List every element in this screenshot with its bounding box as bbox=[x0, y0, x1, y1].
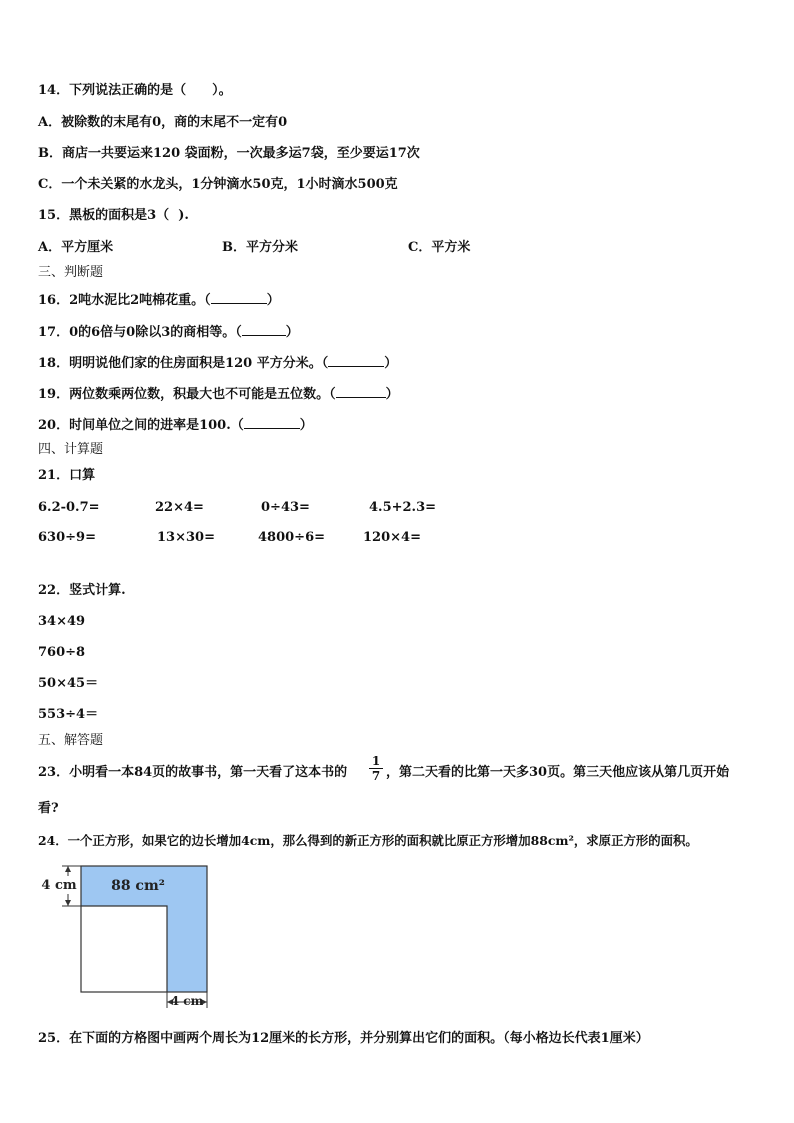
q21-item: 6.2-0.7= bbox=[38, 500, 100, 515]
q23-part2: ，第二天看的比第一天多30页。第三天他应该从第几页开始 bbox=[386, 765, 730, 780]
q14-option-a: A．被除数的末尾有0，商的末尾不一定有0 bbox=[38, 115, 288, 130]
q18-answer-blank[interactable] bbox=[328, 354, 384, 367]
q22-item: 34×49 bbox=[38, 614, 86, 629]
q19 bbox=[38, 385, 399, 403]
q18 bbox=[38, 354, 397, 372]
q17 bbox=[38, 323, 299, 341]
q19-answer-blank[interactable] bbox=[336, 385, 386, 398]
section-calculation-heading: 四、计算题 bbox=[38, 442, 104, 457]
q21-item: 630÷9= bbox=[38, 530, 96, 545]
q23-part1: 23．小明看一本84页的故事书，第一天看了这本书的 bbox=[38, 765, 348, 780]
close-paren: ） bbox=[285, 325, 299, 340]
q16-text: 16．2吨水泥比2吨棉花重。（ bbox=[38, 293, 211, 308]
q22-item: 760÷8 bbox=[38, 645, 86, 660]
original-square-outline bbox=[81, 906, 167, 992]
q14-stem: 14．下列说法正确的是（ ）。 bbox=[38, 83, 232, 98]
area-label: 88 cm² bbox=[111, 878, 165, 894]
q15-stem: 15．黑板的面积是3（ ). bbox=[38, 208, 189, 223]
q21-item: 4.5+2.3= bbox=[369, 500, 437, 515]
close-paren: ） bbox=[384, 356, 398, 371]
square-figure bbox=[38, 862, 218, 1012]
q15-option-b: B．平方分米 bbox=[222, 240, 298, 255]
q22-stem: 22．竖式计算. bbox=[38, 583, 126, 598]
q20-answer-blank[interactable] bbox=[244, 416, 300, 429]
close-paren: ） bbox=[385, 387, 399, 402]
arrow-head bbox=[65, 900, 71, 906]
q23-fraction bbox=[369, 754, 383, 783]
q21-item: 22×4= bbox=[155, 500, 204, 515]
fraction-numerator: 1 bbox=[369, 754, 383, 769]
close-paren: ） bbox=[299, 418, 313, 433]
arrow-head bbox=[65, 866, 71, 872]
q24-text: 24．一个正方形，如果它的边长增加4cm，那么得到的新正方形的面积就比原正方形增加88cm²，求原正方形的面积。 bbox=[38, 833, 698, 848]
q16-answer-blank[interactable] bbox=[211, 291, 267, 304]
close-paren: ） bbox=[266, 293, 280, 308]
q16 bbox=[38, 291, 280, 309]
q15-option-a: A．平方厘米 bbox=[38, 240, 114, 255]
q21-item: 120×4= bbox=[363, 530, 421, 545]
q14-option-b: B．商店一共要运来120 袋面粉，一次最多运7袋，至少要运17次 bbox=[38, 146, 420, 161]
q20 bbox=[38, 416, 313, 434]
q19-text: 19．两位数乘两位数，积最大也不可能是五位数。（ bbox=[38, 387, 336, 402]
q21-item: 13×30= bbox=[157, 530, 215, 545]
fraction-denominator: 7 bbox=[371, 769, 381, 783]
q15-option-c: C．平方米 bbox=[408, 240, 471, 255]
q14-option-c: C．一个未关紧的水龙头，1分钟滴水50克，1小时滴水500克 bbox=[38, 177, 398, 192]
q22-item: 553÷4＝ bbox=[38, 707, 99, 722]
section-judgement-heading: 三、判断题 bbox=[38, 265, 104, 280]
q21-item: 4800÷6= bbox=[258, 530, 326, 545]
q21-item: 0÷43= bbox=[261, 500, 310, 515]
section-word-problems-heading: 五、解答题 bbox=[38, 733, 104, 748]
left-dimension-label: 4 cm bbox=[41, 878, 77, 893]
q17-text: 17．0的6倍与0除以3的商相等。（ bbox=[38, 325, 242, 340]
q25-text: 25．在下面的方格图中画两个周长为12厘米的长方形，并分别算出它们的面积。（每小格边长代表1厘米） bbox=[38, 1031, 649, 1046]
q23-part3: 看? bbox=[38, 801, 59, 816]
q20-text: 20．时间单位之间的进率是100.（ bbox=[38, 418, 244, 433]
q21-stem: 21．口算 bbox=[38, 468, 96, 483]
q17-answer-blank[interactable] bbox=[242, 323, 286, 336]
q22-item: 50×45＝ bbox=[38, 676, 99, 691]
q18-text: 18．明明说他们家的住房面积是120 平方分米。（ bbox=[38, 356, 329, 371]
bottom-dimension-label: 4 cm bbox=[170, 994, 204, 1008]
